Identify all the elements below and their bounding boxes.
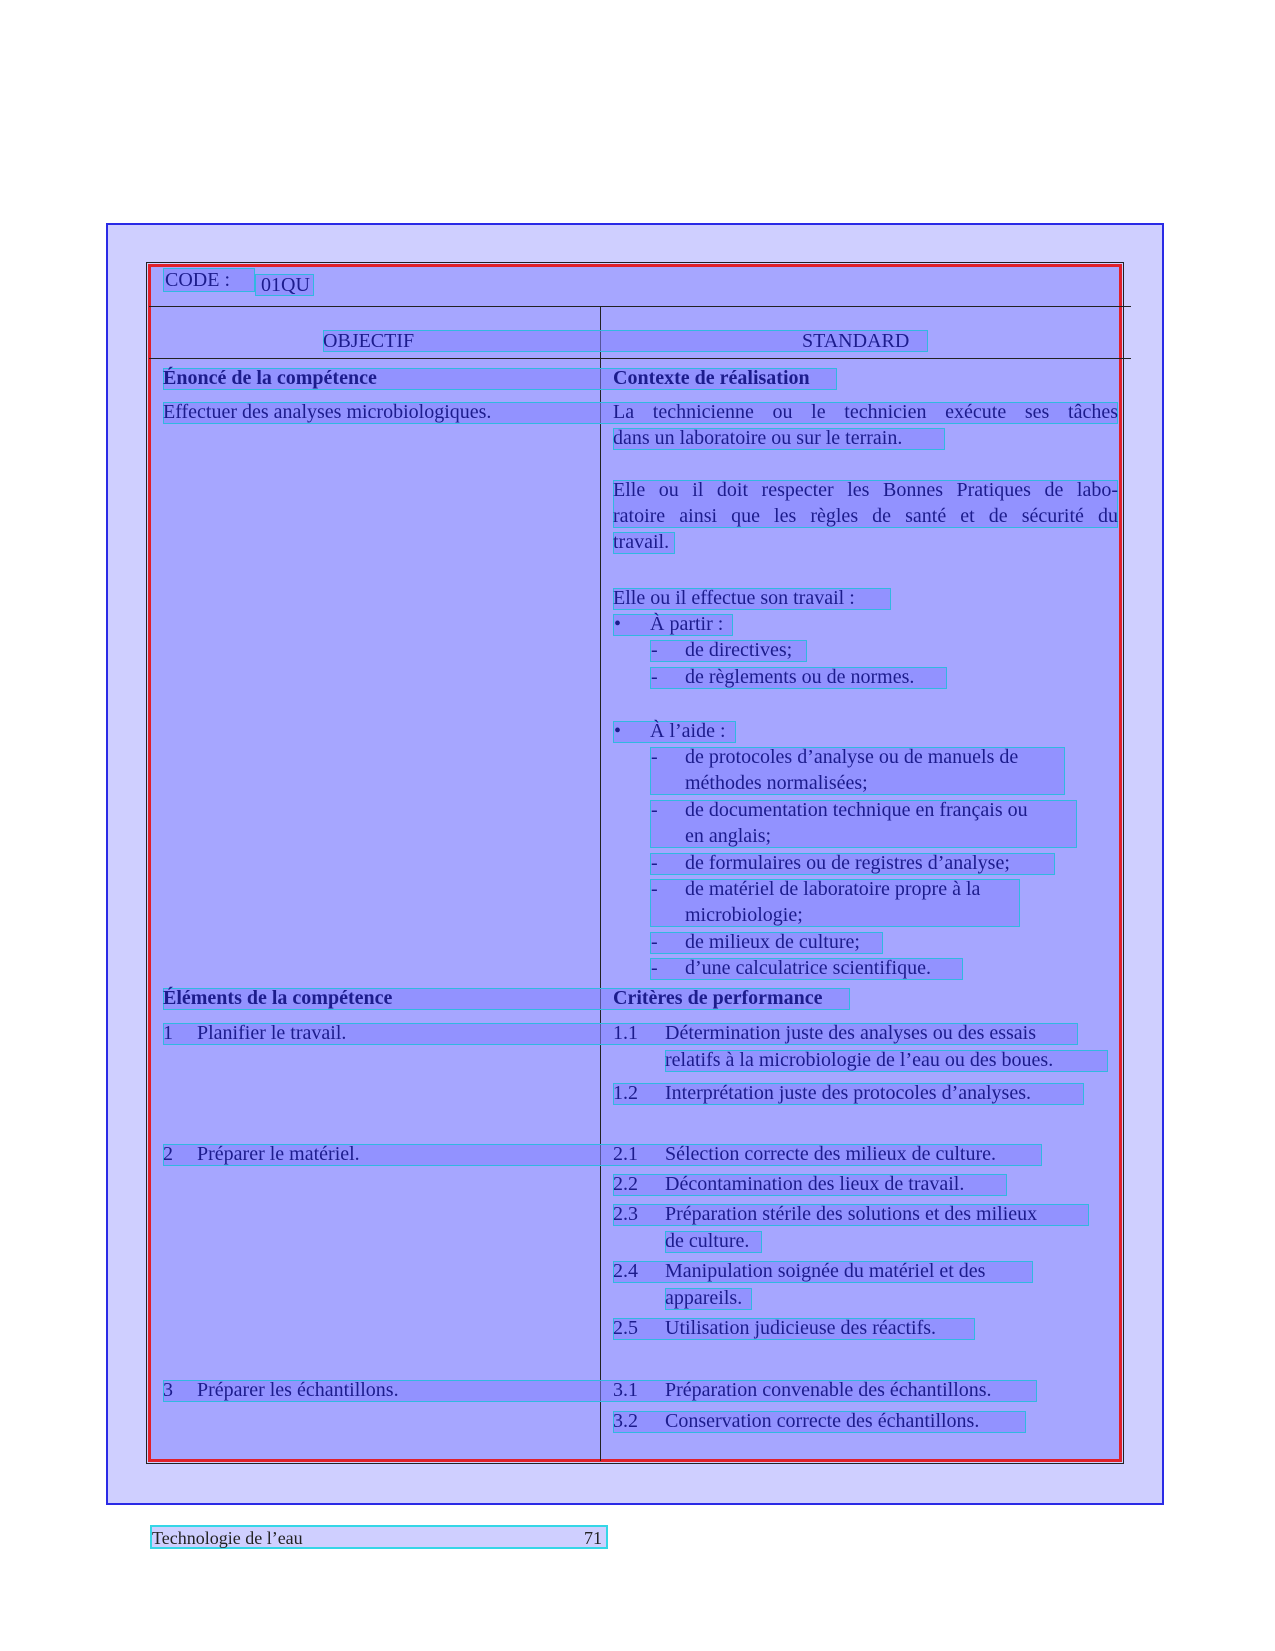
element-1-text: Planifier le travail. bbox=[197, 1022, 347, 1044]
criterion-2-1-line1: Sélection correcte des milieux de culture. bbox=[665, 1143, 996, 1165]
criterion-1-1-num: 1.1 bbox=[613, 1022, 638, 1044]
dash: - bbox=[651, 746, 658, 768]
dash: - bbox=[651, 878, 658, 900]
contexte-para2-line2: ratoire ainsi que les règles de santé et de sécurité du bbox=[613, 505, 1118, 527]
aide-item-1-line1: de protocoles d’analyse ou de manuels de bbox=[685, 746, 1019, 768]
element-2-text: Préparer le matériel. bbox=[197, 1143, 360, 1165]
element-1-num: 1 bbox=[163, 1022, 173, 1044]
aide-item-5: de milieux de culture; bbox=[685, 931, 860, 953]
bullet-aide: • bbox=[614, 720, 622, 742]
criterion-2-5-num: 2.5 bbox=[613, 1317, 638, 1339]
aide-item-4-line2: microbiologie; bbox=[685, 904, 803, 926]
criterion-3-2-line1: Conservation correcte des échantillons. bbox=[665, 1410, 980, 1432]
criterion-1-1-line1: Détermination juste des analyses ou des essais bbox=[665, 1022, 1037, 1044]
dash: - bbox=[651, 799, 658, 821]
dash: - bbox=[651, 852, 658, 874]
criterion-1-1-line2: relatifs à la microbiologie de l’eau ou des boues. bbox=[665, 1049, 1054, 1071]
element-3-text: Préparer les échantillons. bbox=[197, 1379, 399, 1401]
dash: - bbox=[651, 666, 658, 688]
rule-top bbox=[149, 306, 1131, 307]
criterion-2-3-num: 2.3 bbox=[613, 1203, 638, 1225]
rule-header bbox=[149, 358, 1131, 359]
criterion-2-4-num: 2.4 bbox=[613, 1260, 638, 1282]
footer-title: Technologie de l’eau bbox=[152, 1528, 303, 1548]
criterion-2-2-num: 2.2 bbox=[613, 1173, 638, 1195]
contexte-para2-line3: travail. bbox=[613, 531, 670, 553]
page-number: 71 bbox=[584, 1528, 602, 1548]
criterion-3-1-line1: Préparation convenable des échantillons. bbox=[665, 1379, 992, 1401]
contexte-heading: Contexte de réalisation bbox=[613, 367, 810, 389]
criterion-2-3-line1: Préparation stérile des solutions et des milieux bbox=[665, 1203, 1038, 1225]
aide-item-4-line1: de matériel de laboratoire propre à la bbox=[685, 878, 981, 900]
aide-item-2-line1: de documentation technique en français ou bbox=[685, 799, 1028, 821]
criterion-1-2-num: 1.2 bbox=[613, 1082, 638, 1104]
criterion-2-3-line2: de culture. bbox=[665, 1230, 750, 1252]
contexte-intro: Elle ou il effectue son travail : bbox=[613, 587, 855, 609]
code-value: 01QU bbox=[261, 274, 310, 296]
aide-item-3: de formulaires ou de registres d’analyse; bbox=[685, 852, 1010, 874]
aide-item-1-line2: méthodes normalisées; bbox=[685, 772, 868, 794]
element-2-num: 2 bbox=[163, 1143, 173, 1165]
bullet-partir: • bbox=[614, 613, 622, 635]
dash: - bbox=[651, 957, 658, 979]
criterion-2-2-line1: Décontamination des lieux de travail. bbox=[665, 1173, 965, 1195]
elements-heading: Éléments de la compétence bbox=[163, 987, 393, 1009]
aide-label: À l’aide : bbox=[650, 720, 726, 742]
dash: - bbox=[651, 639, 658, 661]
contexte-para2-line1: Elle ou il doit respecter les Bonnes Pratiques de labo- bbox=[613, 479, 1118, 501]
element-3-num: 3 bbox=[163, 1379, 173, 1401]
criterion-3-1-num: 3.1 bbox=[613, 1379, 638, 1401]
header-objectif: OBJECTIF bbox=[323, 330, 415, 352]
criterion-3-2-num: 3.2 bbox=[613, 1410, 638, 1432]
column-divider bbox=[600, 306, 601, 1461]
criterion-1-2-line1: Interprétation juste des protocoles d’analyses. bbox=[665, 1082, 1031, 1104]
criterion-2-1-num: 2.1 bbox=[613, 1143, 638, 1165]
aide-item-6: d’une calculatrice scientifique. bbox=[685, 957, 931, 979]
contexte-para1-line1: La technicienne ou le technicien exécute ses tâches bbox=[613, 401, 1118, 423]
partir-label: À partir : bbox=[650, 613, 724, 635]
partir-item-2: de règlements ou de normes. bbox=[685, 666, 915, 688]
enonce-heading: Énoncé de la compétence bbox=[163, 367, 377, 389]
criterion-2-4-line2: appareils. bbox=[665, 1287, 743, 1309]
enonce-text: Effectuer des analyses microbiologiques. bbox=[163, 401, 492, 423]
criterion-2-5-line1: Utilisation judicieuse des réactifs. bbox=[665, 1317, 937, 1339]
header-standard: STANDARD bbox=[802, 330, 910, 352]
page-footer bbox=[150, 1525, 608, 1549]
partir-item-1: de directives; bbox=[685, 639, 793, 661]
criterion-2-4-line1: Manipulation soignée du matériel et des bbox=[665, 1260, 986, 1282]
dash: - bbox=[651, 931, 658, 953]
aide-item-2-line2: en anglais; bbox=[685, 825, 772, 847]
contexte-para1-line2: dans un laboratoire ou sur le terrain. bbox=[613, 427, 903, 449]
code-label: CODE : bbox=[165, 269, 230, 291]
criteria-heading: Critères de performance bbox=[613, 987, 823, 1009]
